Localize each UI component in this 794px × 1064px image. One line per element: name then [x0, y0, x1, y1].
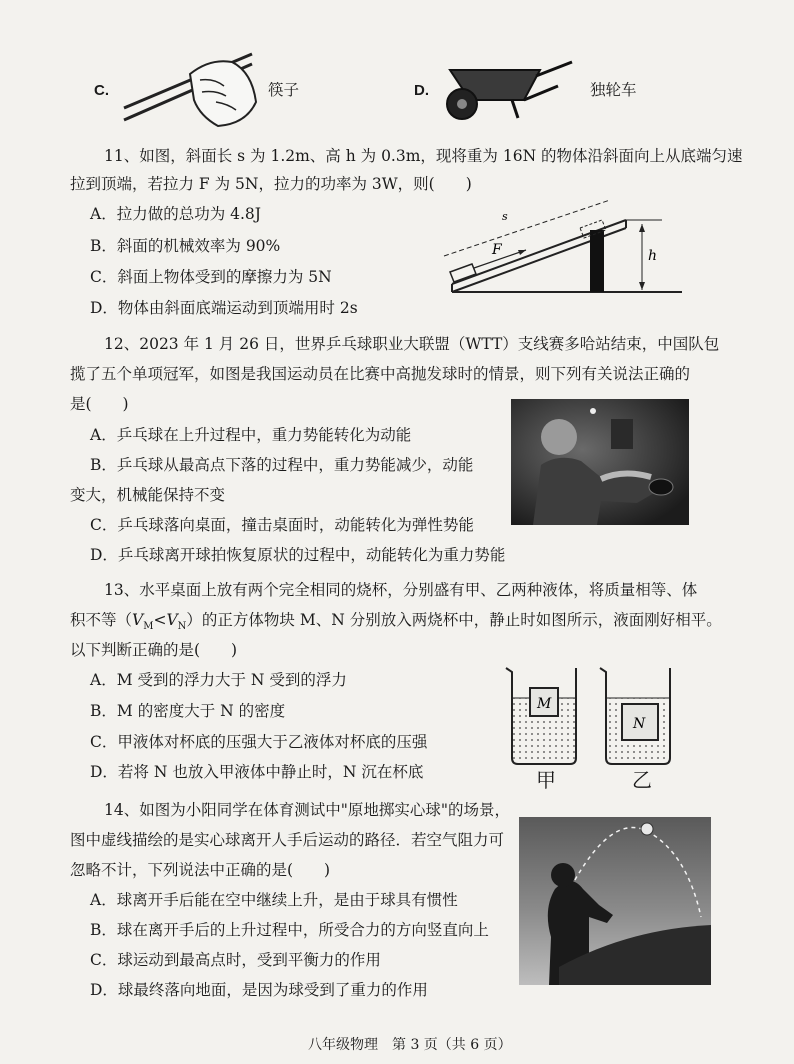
q13-stem-line2 — [70, 610, 722, 637]
q14-option-b: B．球在离开手后的上升过程中，所受合力的方向竖直向上 — [90, 921, 489, 939]
q11-option-a: A．拉力做的总功为 4.8J — [90, 205, 261, 223]
q11-stem-line2: 拉到顶端，若拉力 F 为 5N，拉力的功率为 3W，则( ) — [70, 175, 472, 193]
q13-stem-line1: 13、水平桌面上放有两个完全相同的烧杯，分别盛有甲、乙两种液体，将质量相等、体 — [104, 581, 698, 599]
q11-option-c: C．斜面上物体受到的摩擦力为 5N — [90, 268, 332, 286]
block-n-label: N — [633, 716, 646, 732]
q12-option-a: A．乒乓球在上升过程中，重力势能转化为动能 — [90, 426, 412, 444]
q14-option-c: C．球运动到最高点时，受到平衡力的作用 — [90, 951, 381, 969]
q11-option-b: B．斜面的机械效率为 90% — [90, 237, 281, 255]
chopsticks-hand-image — [120, 50, 260, 128]
q13-vm-subscript: M — [143, 621, 154, 633]
q13-vn-symbol: V — [166, 611, 178, 629]
q11-stem-line1: 11、如图，斜面长 s 为 1.2m、高 h 为 0.3m，现将重为 16N 的物体沿斜面向上从底端匀速 — [104, 147, 743, 165]
q13-vm-symbol: V — [132, 611, 144, 629]
incline-figure — [430, 190, 686, 300]
q13-vn-subscript: N — [177, 621, 187, 633]
q13-option-a: A．M 受到的浮力大于 N 受到的浮力 — [90, 671, 347, 689]
q13-stem-line2-start: 积不等（ — [70, 611, 133, 629]
option-d-label: 独轮车 — [590, 81, 637, 99]
q12-stem-line1: 12、2023 年 1 月 26 日，世界乒乓球职业大联盟（WTT）支线赛多哈站结束，中国队包 — [104, 335, 720, 353]
q13-option-d: D．若将 N 也放入甲液体中静止时，N 沉在杯底 — [90, 763, 424, 781]
option-c-letter: C. — [94, 82, 109, 99]
q12-stem-line3: 是( ) — [70, 395, 129, 413]
q12-option-c: C．乒乓球落向桌面，撞击桌面时，动能转化为弹性势能 — [90, 516, 474, 534]
q13-less-than: < — [153, 611, 167, 629]
page-footer: 八年级物理 第 3 页（共 6 页） — [308, 1037, 512, 1053]
q12-stem-line2: 揽了五个单项冠军，如图是我国运动员在比赛中高抛发球时的情景，则下列有关说法正确的 — [70, 365, 691, 383]
q13-stem-line2-end: ）的正方体物块 M、N 分别放入两烧杯中，静止时如图所示，液面刚好相平。 — [186, 611, 722, 629]
beakers-figure — [500, 660, 690, 790]
q14-stem-line3: 忽略不计，下列说法中正确的是( ) — [70, 861, 331, 879]
q14-option-a: A．球离开手后能在空中继续上升，是由于球具有惯性 — [90, 891, 458, 909]
q12-option-b-continued: 变大，机械能保持不变 — [70, 486, 226, 504]
option-c-label: 筷子 — [268, 81, 300, 99]
q12-option-b: B．乒乓球从最高点下落的过程中，重力势能减少，动能 — [90, 456, 474, 474]
incline-f-label: F — [492, 242, 502, 258]
shot-put-throw-photo — [519, 817, 711, 985]
option-d-letter: D. — [414, 82, 429, 99]
q12-option-d: D．乒乓球离开球拍恢复原状的过程中，动能转化为重力势能 — [90, 546, 506, 564]
q14-option-d: D．球最终落向地面，是因为球受到了重力的作用 — [90, 981, 428, 999]
table-tennis-serve-photo — [511, 399, 689, 525]
q11-option-d: D．物体由斜面底端运动到顶端用时 2s — [90, 299, 358, 317]
q14-stem-line2: 图中虚线描绘的是实心球离开人手后运动的路径．若空气阻力可 — [70, 831, 505, 849]
incline-h-label: h — [648, 248, 658, 264]
q14-stem-line1: 14、如图为小阳同学在体育测试中"原地掷实心球"的场景， — [104, 801, 510, 819]
wheelbarrow-image — [440, 56, 580, 128]
incline-s-label: s — [502, 210, 508, 223]
beaker-left-caption: 甲 — [536, 768, 556, 792]
beaker-right-caption: 乙 — [632, 768, 652, 792]
block-m-label: M — [537, 696, 552, 712]
q13-option-c: C．甲液体对杯底的压强大于乙液体对杯底的压强 — [90, 733, 428, 751]
q13-stem-line3: 以下判断正确的是( ) — [70, 641, 238, 659]
q13-option-b: B．M 的密度大于 N 的密度 — [90, 702, 286, 720]
